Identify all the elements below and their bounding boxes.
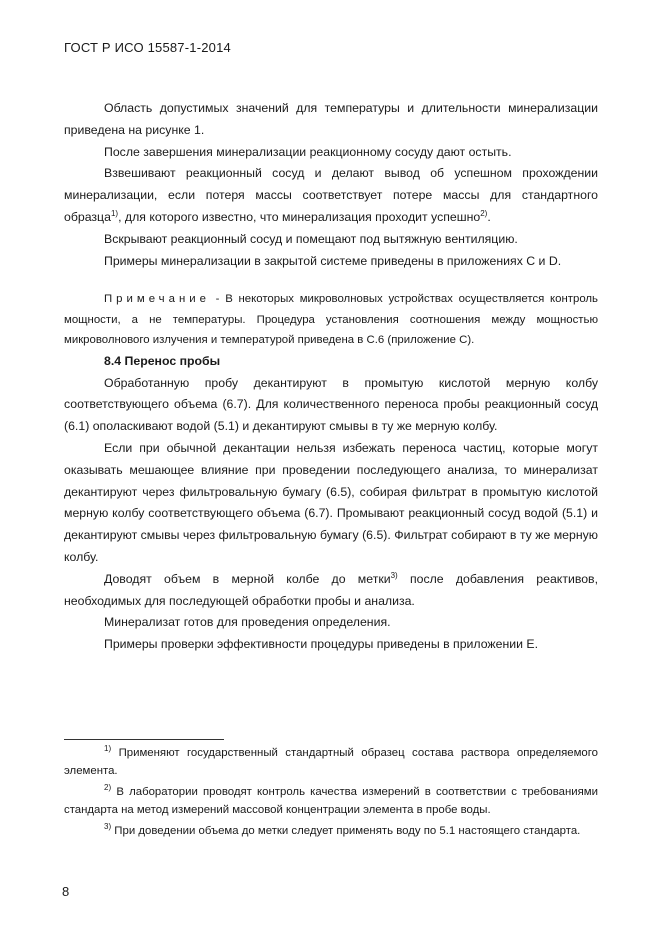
paragraph: Если при обычной декантации нельзя избежать переноса частиц, которые могут оказывать мешающее влияние при проведении последующего анализа, то минерализат декантируют через фильтровальную бумагу (6.5), собирая фильтрат в промытую кислотой мерную колбу соответствующего объема (6.7). Промывают реакционный сосуд водой (5.1) и декантируют смывы через фильтровальную бумагу (6.5). Фильтрат собирают в ту же мерную колбу. bbox=[64, 441, 598, 565]
footnote bbox=[64, 744, 598, 780]
paragraph: Область допустимых значений для температуры и длительности минерализации приведена на рисунке 1. bbox=[64, 101, 598, 137]
footnote bbox=[64, 783, 598, 819]
footnote-mark: 3) bbox=[104, 822, 112, 831]
paragraph-text: Взвешивают реакционный сосуд и делают вывод об успешном прохождении минерализации, если потеря массы соответствует потере массы для стандартного образца bbox=[64, 166, 598, 224]
footnote-mark: 2) bbox=[104, 783, 112, 792]
paragraph: Обработанную пробу декантируют в промытую кислотой мерную колбу соответствующего объема (6.7). Для количественного переноса пробы реакционный сосуд (6.1) ополаскивают водой (5.1) и декантируют смывы в ту же мерную колбу. bbox=[64, 375, 598, 434]
paragraph-text: Доводят объем в мерной колбе до метки bbox=[104, 571, 391, 586]
paragraph-text: после добавления реактивов, необходимых для последующей обработки пробы и анализа. bbox=[64, 571, 598, 608]
paragraph-text: , для которого известно, что минерализация проходит успешно bbox=[118, 209, 481, 224]
footnote-text: При доведении объема до метки следует применять воду по 5.1 настоящего стандарта. bbox=[114, 825, 581, 837]
paragraph-text: . bbox=[487, 209, 491, 224]
footnote-ref: 2) bbox=[480, 208, 488, 218]
note-separator: - bbox=[209, 293, 226, 306]
paragraph bbox=[64, 569, 598, 613]
footnote-ref: 1) bbox=[110, 208, 119, 218]
footnote-text: В лаборатории проводят контроль качества измерений в соответствии с требованиями стандарта на метод измерений массовой концентрации элемента в пробе воды. bbox=[64, 786, 599, 816]
paragraph: Примеры проверки эффективности процедуры приведены в приложении E. bbox=[104, 637, 539, 652]
footnote-divider bbox=[64, 739, 224, 740]
paragraph: После завершения минерализации реакционному сосуду дают остыть. bbox=[104, 144, 512, 159]
paragraph: Вскрывают реакционный сосуд и помещают под вытяжную вентиляцию. bbox=[104, 231, 518, 246]
footnote-mark: 1) bbox=[104, 744, 112, 753]
note bbox=[64, 289, 598, 351]
footnotes bbox=[64, 744, 598, 843]
main-text bbox=[64, 98, 598, 656]
document-header: ГОСТ Р ИСО 15587-1-2014 bbox=[64, 40, 231, 55]
footnote-text: Применяют государственный стандартный образец состава раствора определяемого элемента. bbox=[64, 747, 599, 777]
section-title: 8.4 Перенос пробы bbox=[104, 353, 221, 368]
page-number: 8 bbox=[62, 884, 70, 899]
paragraph: Минерализат готов для проведения определения. bbox=[104, 615, 391, 630]
footnote bbox=[64, 822, 598, 840]
paragraph bbox=[64, 163, 598, 228]
footnote-ref: 3) bbox=[390, 570, 398, 580]
paragraph: Примеры минерализации в закрытой системе приведены в приложениях C и D. bbox=[104, 253, 562, 268]
note-text: В некоторых микроволновых устройствах осуществляется контроль мощности, а не температуры. Процедура установления соотношения между мощностью микроволнового излучения и температурой приведена в C.6 (приложение C). bbox=[64, 293, 598, 347]
note-label: Примечание bbox=[104, 293, 210, 306]
